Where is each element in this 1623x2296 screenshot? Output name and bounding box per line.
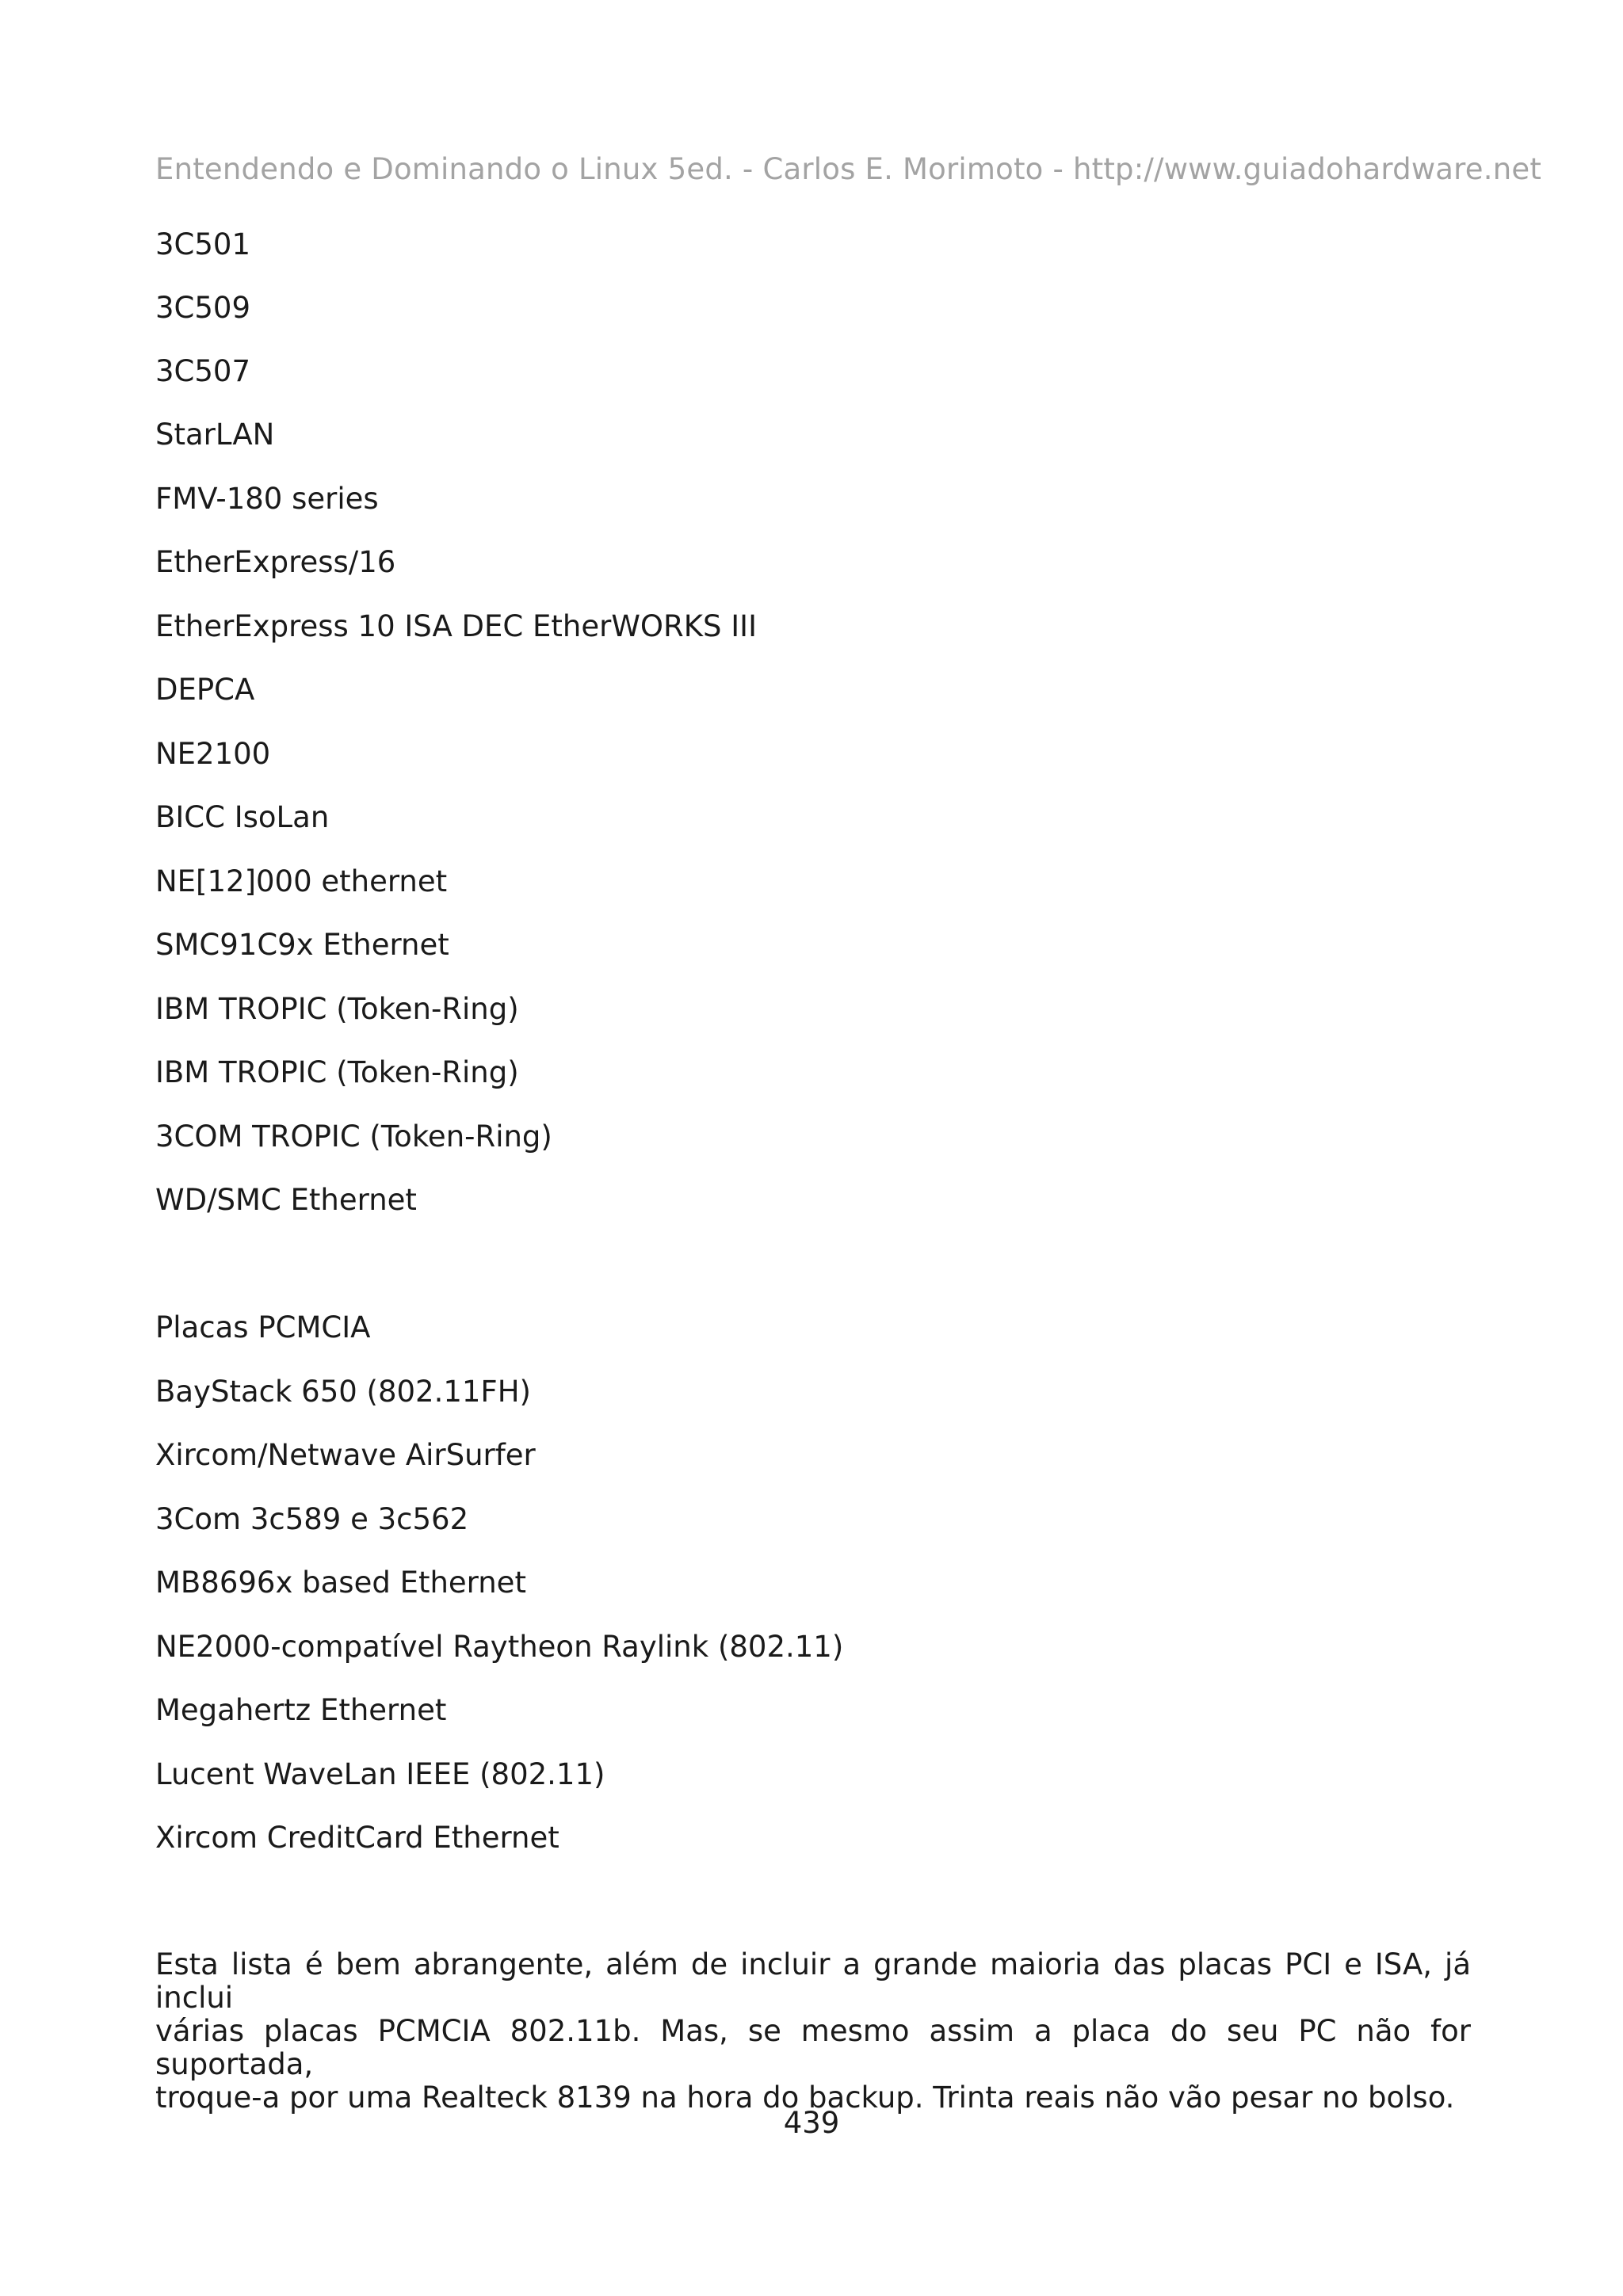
list-item: 3C507 <box>155 354 250 388</box>
list-item: MB8696x based Ethernet <box>155 1566 526 1600</box>
paragraph-line: várias placas PCMCIA 802.11b. Mas, se mesmo assim a placa do seu PC não for suportada, <box>155 2014 1471 2081</box>
list-item: Megahertz Ethernet <box>155 1693 447 1727</box>
list-item: NE2000-compatível Raytheon Raylink (802.11) <box>155 1630 844 1664</box>
list-item: NE[12]000 ethernet <box>155 864 448 898</box>
list-item: NE2100 <box>155 737 271 771</box>
list-item: StarLAN <box>155 418 275 452</box>
list-item: Lucent WaveLan IEEE (802.11) <box>155 1757 605 1791</box>
page-number: 439 <box>783 2106 840 2140</box>
list-item: IBM TROPIC (Token-Ring) <box>155 992 519 1026</box>
list-item: 3C501 <box>155 227 250 261</box>
list-item: BayStack 650 (802.11FH) <box>155 1375 531 1409</box>
list-item: EtherExpress/16 <box>155 545 396 579</box>
paragraph-line: troque-a por uma Realteck 8139 na hora do backup. Trinta reais não vão pesar no bolso. <box>155 2081 1455 2115</box>
running-header: Entendendo e Dominando o Linux 5ed. - Carlos E. Morimoto - http://www.guiadohardware.net <box>155 152 1542 186</box>
list-item: EtherExpress 10 ISA DEC EtherWORKS III <box>155 609 757 643</box>
list-item: 3C509 <box>155 291 250 325</box>
list-item: FMV-180 series <box>155 482 379 516</box>
list-item: 3COM TROPIC (Token-Ring) <box>155 1119 552 1154</box>
section-heading: Placas PCMCIA <box>155 1310 371 1344</box>
closing-paragraph <box>155 1948 1471 2115</box>
list-item: WD/SMC Ethernet <box>155 1183 417 1217</box>
list-item: Xircom/Netwave AirSurfer <box>155 1438 536 1472</box>
list-item: SMC91C9x Ethernet <box>155 928 449 962</box>
list-item: Xircom CreditCard Ethernet <box>155 1821 559 1855</box>
paragraph-line: Esta lista é bem abrangente, além de incluir a grande maioria das placas PCI e ISA, já inclui <box>155 1947 1471 2015</box>
list-item: BICC IsoLan <box>155 800 330 834</box>
list-item: DEPCA <box>155 673 255 707</box>
list-item: 3Com 3c589 e 3c562 <box>155 1502 469 1536</box>
list-item: IBM TROPIC (Token-Ring) <box>155 1055 519 1089</box>
